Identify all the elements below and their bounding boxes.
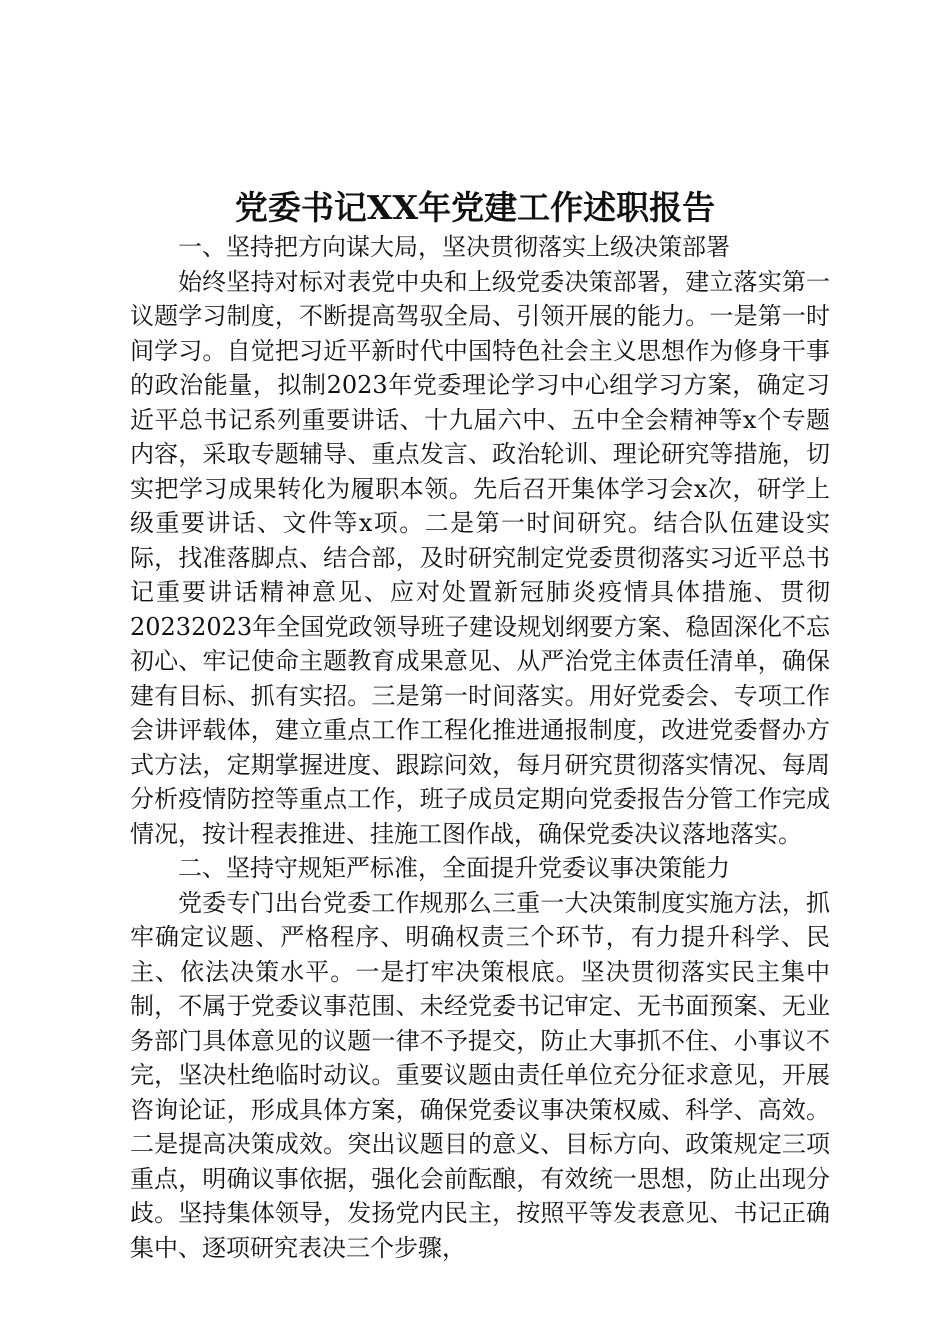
document-body xyxy=(130,230,830,1265)
section-heading-1: 一、坚持把方向谋大局，坚决贯彻落实上级决策部署 xyxy=(178,233,730,261)
section-paragraph-1: 始终坚持对标对表党中央和上级党委决策部署，建立落实第一议题学习制度，不断提高驾驭全局、引领开展的能力。一是第一时间学习。自觉把习近平新时代中国特色社会主义思想作为修身干事的政治能量，拟制2023年党委理论学习中心组学习方案，确定习近平总书记系列重要讲话、十九届六中、五中全会精神等x个专题内容，采取专题辅导、重点发言、政治轮训、理论研究等措施，切实把学习成果转化为履职本领。先后召开集体学习会x次，研学上级重要讲话、文件等x项。二是第一时间研究。结合队伍建设实际，找准落脚点、结合部，及时研究制定党委贯彻落实习近平总书记重要讲话精神意见、应对处置新冠肺炎疫情具体措施、贯彻20232023年全国党政领导班子建设规划纲要方案、稳固深化不忘初心、牢记使命主题教育成果意见、从严治党主体责任清单，确保建有目标、抓有实招。三是第一时间落实。用好党委会、专项工作会讲评载体，建立重点工作工程化推进通报制度，改进党委督办方式方法，定期掌握进度、跟踪问效，每月研究贯彻落实情况、每周分析疫情防控等重点工作，班子成员定期向党委报告分管工作完成情况，按计程表推进、挂施工图作战，确保党委决议落地落实。 xyxy=(130,267,830,848)
section-paragraph-2: 党委专门出台党委工作规那么三重一大决策制度实施方法，抓牢确定议题、严格程序、明确权责三个环节，有力提升科学、民主、依法决策水平。一是打牢决策根底。坚决贯彻落实民主集中制，不属于党委议事范围、未经党委书记审定、无书面预案、无业务部门具体意见的议题一律不予提交，防止大事抓不住、小事议不完，坚决杜绝临时动议。重要议题由责任单位充分征求意见，开展咨询论证，形成具体方案，确保党委议事决策权威、科学、高效。二是提高决策成效。突出议题目的意义、目标方向、政策规定三项重点，明确议事依据，强化会前酝酿，有效统一思想，防止出现分歧。坚持集体领导，发扬党内民主，按照平等发表意见、书记正确集中、逐项研究表决三个步骤， xyxy=(130,888,830,1262)
section-heading-2: 二、坚持守规矩严标准，全面提升党委议事决策能力 xyxy=(178,854,730,882)
document-title: 党委书记XX年党建工作述职报告 xyxy=(234,188,716,227)
